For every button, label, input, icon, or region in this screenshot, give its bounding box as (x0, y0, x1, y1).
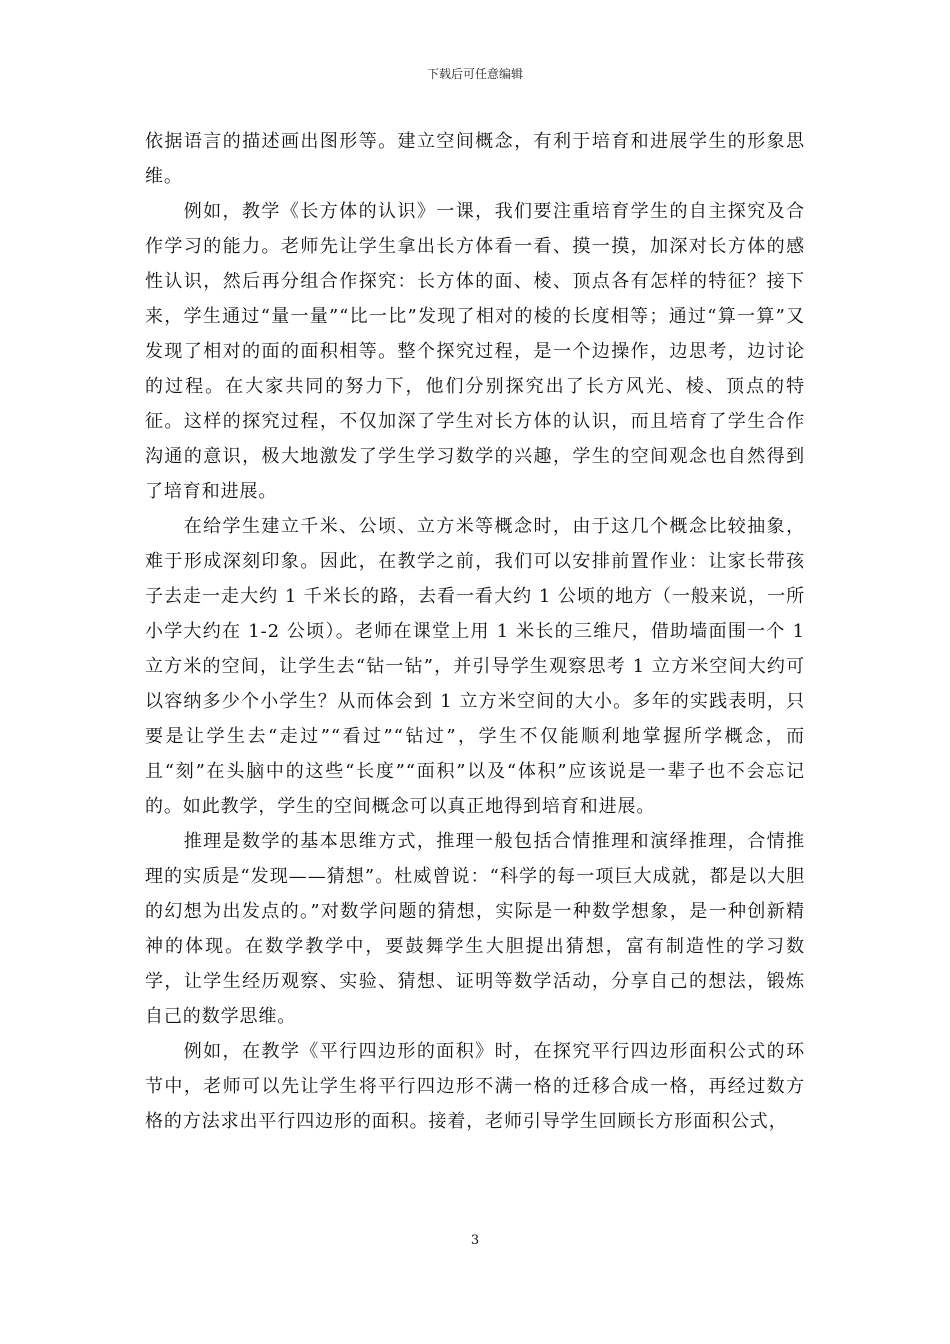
page-header: 下载后可任意编辑 (426, 67, 523, 81)
paragraph-units-concepts: 在给学生建立千米、公顷、立方米等概念时，由于这几个概念比较抽象，难于形成深刻印象。因此，在教学之前，我们可以安排前置作业：让家长带孩子去走一走大约 1 千米长的路，去看一看大约 1 公顷的地方（一般来说，一所小学大约在 1-2 公顷）。老师在课堂上用 1 米长的三维尺，借助墙面围一个 1 立方米的空间，让学生去“钻一钻”，并引导学生观察思考 1 立方米空间大约可以容纳多少个小学生？从而体会到 1 立方米空间的大小。多年的实践表明，只要是让学生去“走过”“看过”“钻过”，学生不仅能顺利地掌握所学概念，而且“刻”在头脑中的这些“长度”“面积”以及“体积”应该说是一辈子也不会忘记的。如此教学，学生的空间概念可以真正地得到培育和进展。 (145, 516, 805, 817)
paragraph-parallelogram-example: 例如，在教学《平行四边形的面积》时，在探究平行四边形面积公式的环节中，老师可以先让学生将平行四边形不满一格的迁移合成一格，再经过数方格的方法求出平行四边形的面积。接着，老师引导学生回顾长方形面积公式， (145, 1041, 805, 1132)
document-body (145, 124, 805, 1139)
paragraph-reasoning: 推理是数学的基本思维方式，推理一般包括合情推理和演绎推理，合情推理的实质是“发现——猜想”。杜威曾说：“科学的每一项巨大成就，都是以大胆的幻想为出发点的。”对数学问题的猜想，实际是一种数学想象，是一种创新精神的体现。在数学教学中，要鼓舞学生大胆提出猜想，富有制造性的学习数学，让学生经历观察、实验、猜想、证明等数学活动，分享自己的想法，锻炼自己的数学思维。 (145, 831, 805, 1027)
paragraph-continuation: 依据语言的描述画出图形等。建立空间概念，有利于培育和进展学生的形象思维。 (145, 131, 805, 187)
page-number: 3 (470, 1233, 480, 1248)
paragraph-cuboid-example: 例如，教学《长方体的认识》一课，我们要注重培育学生的自主探究及合作学习的能力。老师先让学生拿出长方体看一看、摸一摸，加深对长方体的感性认识，然后再分组合作探究：长方体的面、棱、顶点各有怎样的特征？接下来，学生通过“量一量”“比一比”发现了相对的棱的长度相等；通过“算一算”又发现了相对的面的面积相等。整个探究过程，是一个边操作，边思考，边讨论的过程。在大家共同的努力下，他们分别探究出了长方风光、棱、顶点的特征。这样的探究过程，不仅加深了学生对长方体的认识，而且培育了学生合作沟通的意识，极大地激发了学生学习数学的兴趣，学生的空间观念也自然得到了培育和进展。 (145, 201, 805, 502)
